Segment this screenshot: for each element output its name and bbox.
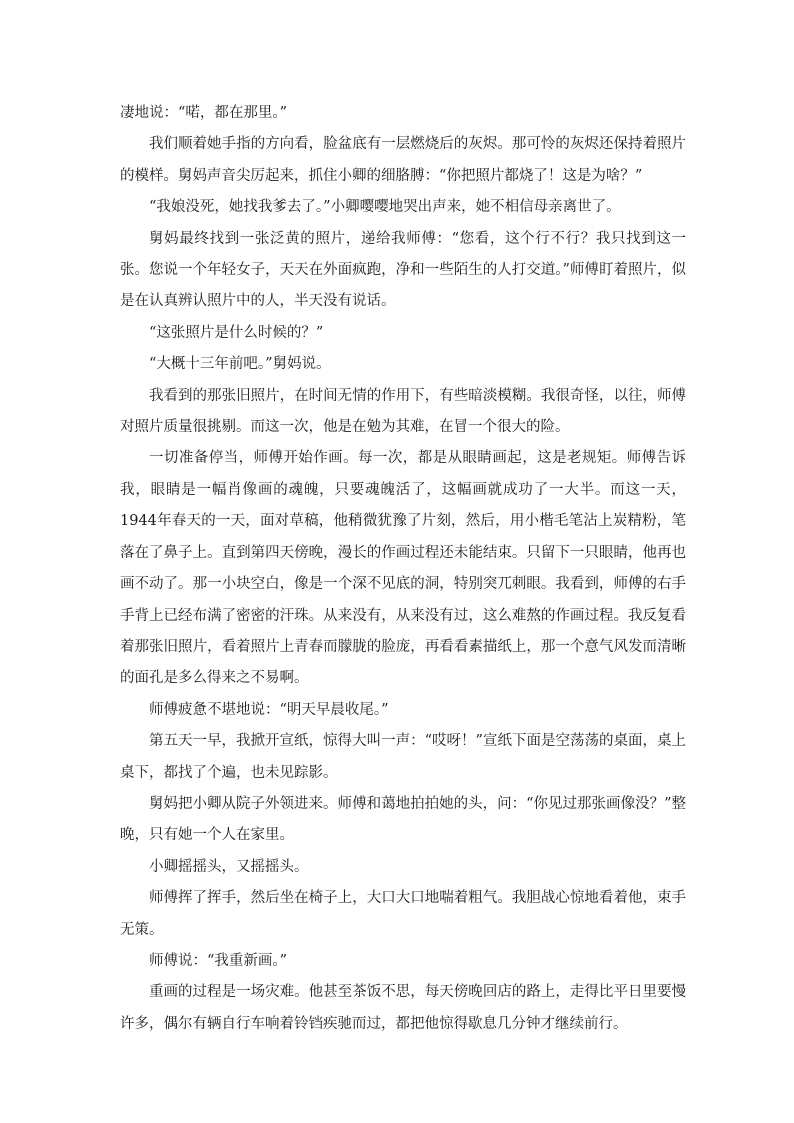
paragraph: 舅妈把小卿从院子外领进来。师傅和蔼地拍拍她的头，问：“你见过那张画像没？”整晚，只有她一个人在家里。 bbox=[120, 795, 686, 844]
document-body bbox=[120, 98, 686, 1040]
paragraph: 小卿摇摇头，又摇摇头。 bbox=[149, 858, 309, 875]
paragraph: 师傅疲惫不堪地说：“明天早晨收尾。” bbox=[149, 701, 389, 718]
paragraph: 凄地说：“喏，都在那里。” bbox=[120, 105, 288, 121]
paragraph: 一切准备停当，师傅开始作画。每一次，都是从眼睛画起，这是老规矩。师傅告诉我，眼睛是一幅肖像画的魂魄，只要魂魄活了，这幅画就成功了一大半。而这一天，1944年春天的一天，面对草稿，他稍微犹豫了片刻，然后，用小楷毛笔沾上炭精粉，笔落在了鼻子上。直到第四天傍晚，漫长的作画过程还未能结束。只留下一只眼睛，他再也画不动了。那一小块空白，像是一个深不见底的洞，特别突兀刺眼。我看到，师傅的右手手背上已经布满了密密的汗珠。从来没有，从来没有过，这么难熬的作画过程。我反复看着那张旧照片，看着照片上青春而朦胧的脸庞，再看看素描纸上，那一个意气风发而清晰的面孔是多么得来之不易啊。 bbox=[120, 450, 686, 687]
paragraph: 重画的过程是一场灾难。他甚至茶饭不思，每天傍晚回店的路上，走得比平日里要慢许多，偶尔有辆自行车响着铃铛疾驰而过，都把他惊得歇息几分钟才继续前行。 bbox=[120, 984, 686, 1032]
paragraph: “我娘没死，她找我爹去了。”小卿嘤嘤地哭出声来，她不相信母亲离世了。 bbox=[149, 199, 621, 216]
paragraph: 舅妈最终找到一张泛黄的照片，递给我师傅：“您看，这个行不行？我只找到这一张。您说一个年轻女子，天天在外面疯跑，净和一些陌生的人打交道。”师傅盯着照片，似是在认真辨认照片中的人，半天没有说话。 bbox=[120, 230, 686, 310]
paragraph: 我们顺着她手指的方向看，脸盆底有一层燃烧后的灰烬。那可怜的灰烬还保持着照片的模样。舅妈声音尖厉起来，抓住小卿的细胳膊：“你把照片都烧了！这是为啥？” bbox=[120, 136, 686, 184]
paragraph: 第五天一早，我掀开宣纸，惊得大叫一声：“哎呀！”宣纸下面是空荡荡的桌面，桌上桌下，都找了个遍，也未见踪影。 bbox=[120, 733, 686, 781]
paragraph: 师傅说：“我重新画。” bbox=[149, 952, 288, 969]
paragraph: 师傅挥了挥手，然后坐在椅子上，大口大口地喘着粗气。我胆战心惊地看着他，束手无策。 bbox=[120, 890, 686, 938]
paragraph: “大概十三年前吧。”舅妈说。 bbox=[149, 356, 331, 373]
paragraph: “这张照片是什么时候的？” bbox=[149, 324, 324, 341]
paragraph: 我看到的那张旧照片，在时间无情的作用下，有些暗淡模糊。我很奇怪，以往，师傅对照片质量很挑剔。而这一次，他是在勉为其难，在冒一个很大的险。 bbox=[120, 387, 686, 436]
